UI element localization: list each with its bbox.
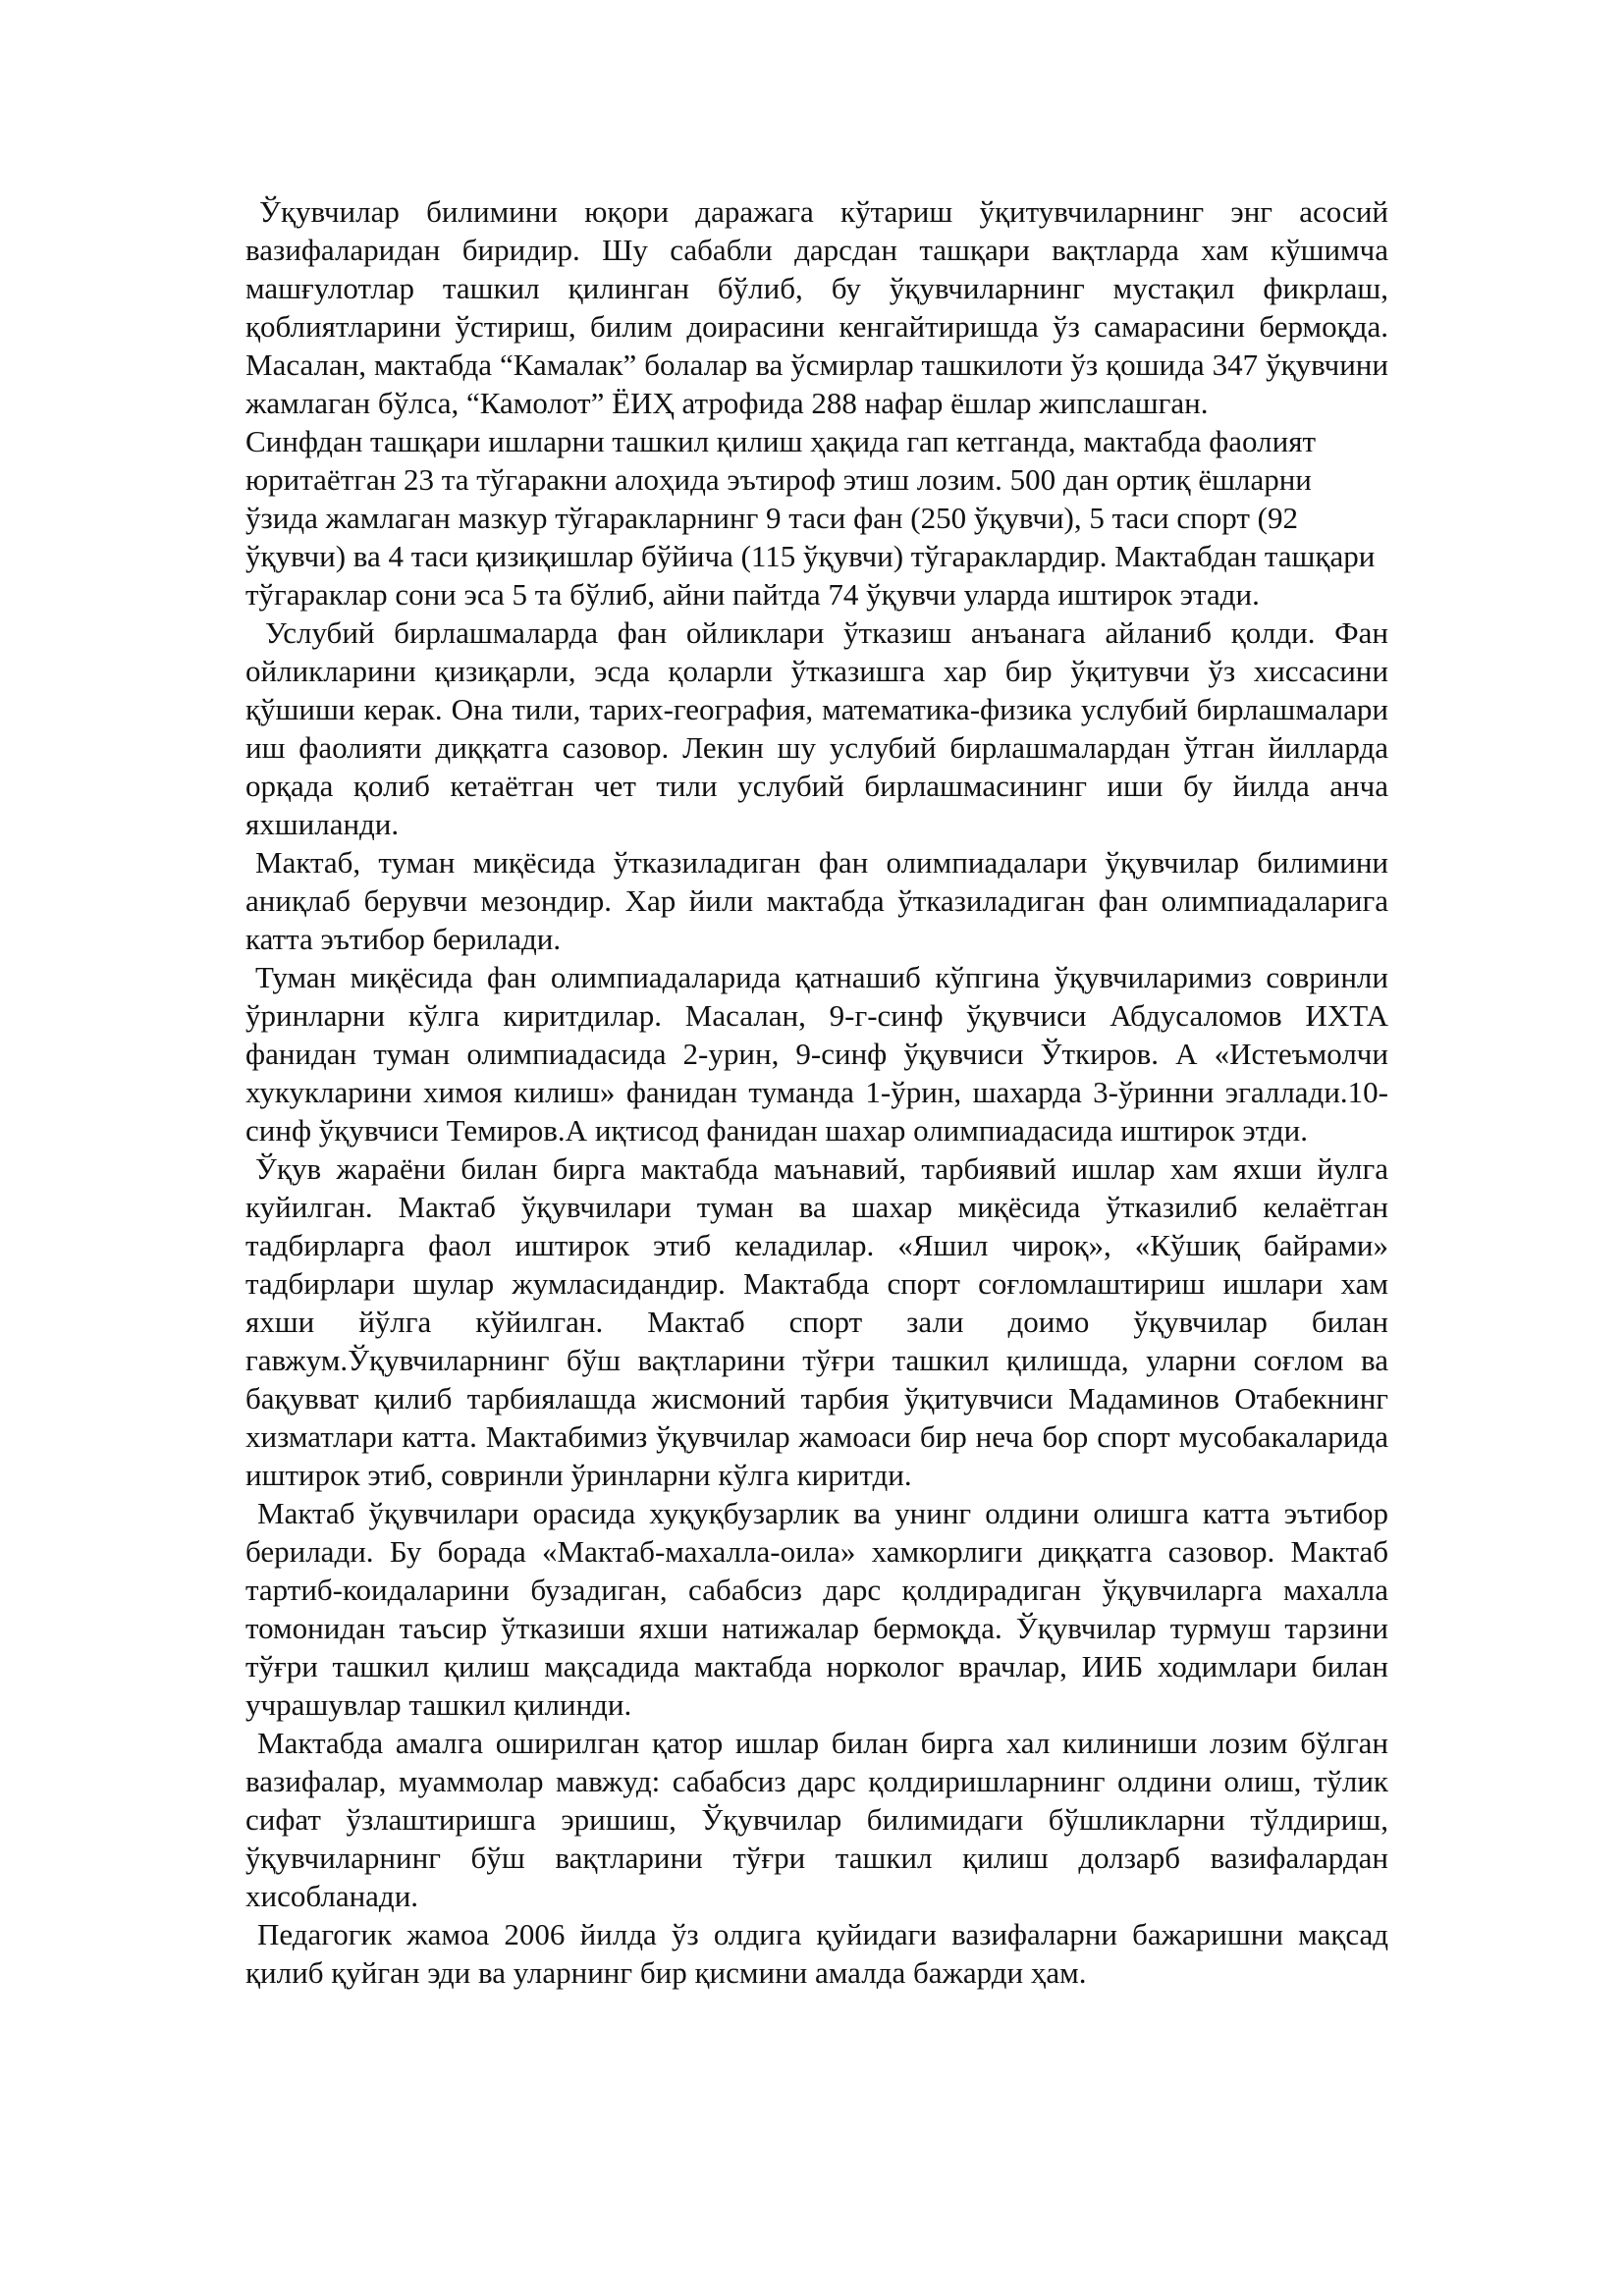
paragraph-5: Туман миқёсида фан олимпиадаларида қатнашиб кўпгина ўқувчиларимиз совринли ўринларни кўлга киритдилар. Масалан, 9-г-синф ўқувчиси Абдусаломов ИХТА фанидан туман олимпиадасида 2-урин, 9-синф ўқувчиси Ўткиров. А «Истеъмолчи хукукларини химоя килиш» фанидан туманда 1-ўрин, шахарда 3-ўринни эгаллади.10-синф ўқувчиси Темиров.А иқтисод фанидан шахар олимпиадасида иштирок этди. — [245, 960, 1388, 1148]
paragraph-8: Мактабда амалга оширилган қатор ишлар билан бирга хал килиниши лозим бўлган вазифалар, муаммолар мавжуд: сабабсиз дарс қолдиришларнинг олдини олиш, тўлик сифат ўзлаштиришга эришиш, Ўқувчилар билимидаги бўшликларни тўлдириш, ўқувчиларнинг бўш вақтларини тўғри ташкил қилиш долзарб вазифалардан хисобланади. — [245, 1726, 1388, 1913]
document-body — [245, 192, 1388, 1992]
paragraph-7: Мактаб ўқувчилари орасида хуқуқбузарлик ва унинг олдини олишга катта эътибор берилади. Бу борада «Мактаб-махалла-оила» хамкорлиги диққатга сазовор. Мактаб тартиб-коидаларини бузадиган, сабабсиз дарс қолдирадиган ўқувчиларга махалла томонидан таъсир ўтказиши яхши натижалар бермоқда. Ўқувчилар турмуш тарзини тўғри ташкил қилиш мақсадида мактабда норколог врачлар, ИИБ ходимлари билан учрашувлар ташкил қилинди. — [245, 1496, 1388, 1722]
paragraph-4: Мактаб, туман миқёсида ўтказиладиган фан олимпиадалари ўқувчилар билимини аниқлаб берувчи мезондир. Хар йили мактабда ўтказиладиган фан олимпиадаларига катта эътибор берилади. — [245, 845, 1388, 956]
paragraph-1: Ўқувчилар билимини юқори даражага кўтариш ўқитувчиларнинг энг асосий вазифаларидан биридир. Шу сабабли дарсдан ташқари вақтларда хам кўшимча машғулотлар ташкил қилинган бўлиб, бу ўқувчиларнинг мустақил фикрлаш, қоблиятларини ўстириш, билим доирасини кенгайтиришда ўз самарасини бермоқда. Масалан, мактабда “Камалак” болалар ва ўсмирлар ташкилоти ўз қошида 347 ўқувчини жамлаган бўлса, “Камолот” ЁИҲ атрофида 288 нафар ёшлар жипслашган. — [245, 194, 1388, 420]
paragraph-3: Услубий бирлашмаларда фан ойликлари ўтказиш анъанага айланиб қолди. Фан ойликларини қизиқарли, эсда қоларли ўтказишга хар бир ўқитувчи ўз хиссасини қўшиши керак. Она тили, тарих-география, математика-физика услубий бирлашмалари иш фаолияти диққатга сазовор. Лекин шу услубий бирлашмалардан ўтган йилларда орқада қолиб кетаётган чет тили услубий бирлашмасининг иши бу йилда анча яхшиланди. — [245, 615, 1388, 841]
paragraph-2: Синфдан ташқари ишларни ташкил қилиш ҳақида гап кетганда, мактабда фаолият юритаётган 23 та тўгаракни алоҳида эътироф этиш лозим. 500 дан ортиқ ёшларни ўзида жамлаган мазкур тўгаракларнинг 9 таси фан (250 ўқувчи), 5 таси спорт (92 ўқувчи) ва 4 таси қизиқишлар бўйича (115 ўқувчи) тўгараклардир. Мактабдан ташқари тўгараклар сони эса 5 та бўлиб, айни пайтда 74 ўқувчи уларда иштирок этади. — [245, 424, 1376, 612]
paragraph-6: Ўқув жараёни билан бирга мактабда маънавий, тарбиявий ишлар хам яхши йулга куйилган. Мактаб ўқувчилари туман ва шахар миқёсида ўтказилиб келаётган тадбирларга фаол иштирок этиб келадилар. «Яшил чироқ», «Кўшиқ байрами» тадбирлари шулар жумласидандир. Мактабда спорт соғломлаштириш ишлари хам яхши йўлга кўйилган. Мактаб спорт зали доимо ўқувчилар билан гавжум.Ўқувчиларнинг бўш вақтларини тўғри ташкил қилишда, уларни соғлом ва бақувват қилиб тарбиялашда жисмоний тарбия ўқитувчиси Мадаминов Отабекнинг хизматлари катта. Мактабимиз ўқувчилар жамоаси бир неча бор спорт мусобакаларида иштирок этиб, совринли ўринларни кўлга киритди. — [245, 1151, 1388, 1492]
paragraph-9: Педагогик жамоа 2006 йилда ўз олдига қуйидаги вазифаларни бажаришни мақсад қилиб қуйган эди ва уларнинг бир қисмини амалда бажарди ҳам. — [245, 1917, 1388, 1990]
